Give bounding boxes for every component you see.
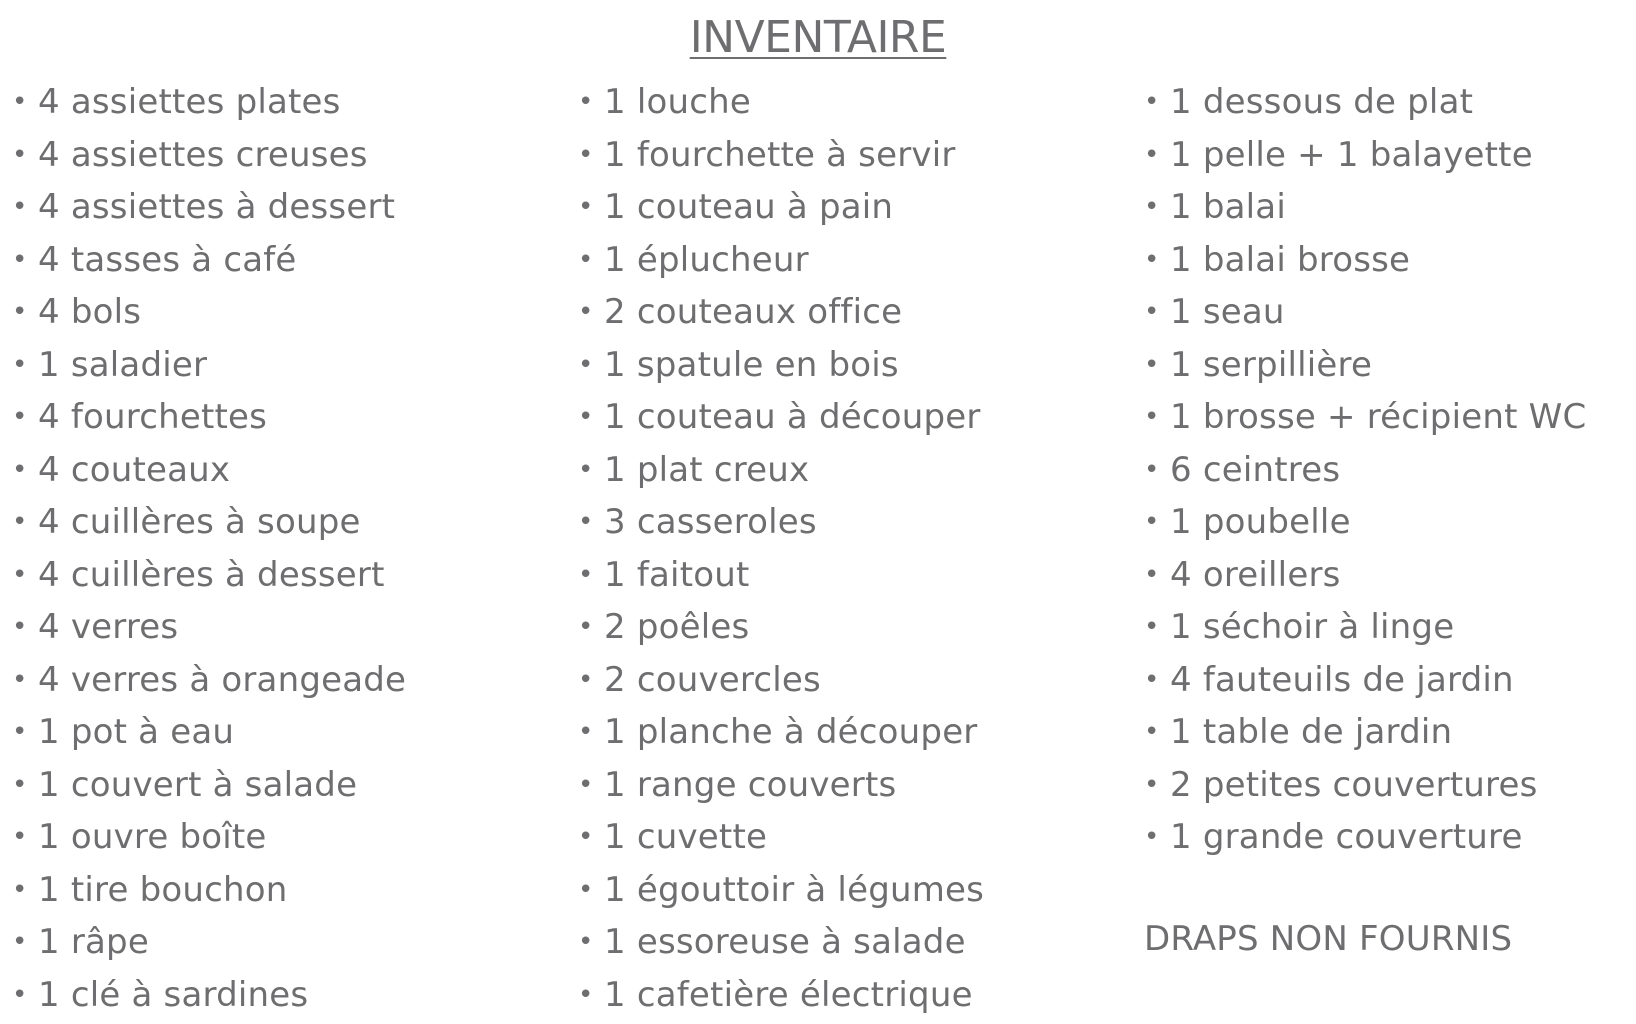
inventory-item: • 1 cuvette <box>578 811 984 864</box>
inventory-item: • 4 verres <box>12 601 406 654</box>
inventory-item: • 1 couteau à découper <box>578 391 984 444</box>
page-title: INVENTAIRE <box>689 12 947 63</box>
inventory-item: • 4 bols <box>12 286 406 339</box>
inventory-item: • 1 pot à eau <box>12 706 406 759</box>
inventory-item: • 1 séchoir à linge <box>1144 601 1586 654</box>
inventory-item: • 1 faitout <box>578 549 984 602</box>
inventory-item: • 2 couteaux office <box>578 286 984 339</box>
inventory-item: • 4 oreillers <box>1144 549 1586 602</box>
inventory-item: • 1 dessous de plat <box>1144 76 1586 129</box>
inventory-item: • 1 égouttoir à légumes <box>578 864 984 917</box>
inventory-item: • 4 cuillères à soupe <box>12 496 406 549</box>
inventory-item: • 1 cafetière électrique <box>578 969 984 1022</box>
inventory-item: • 3 casseroles <box>578 496 984 549</box>
inventory-item: • 1 brosse + récipient WC <box>1144 391 1586 444</box>
inventory-item: • 4 verres à orangeade <box>12 654 406 707</box>
inventory-item: • 1 tire bouchon <box>12 864 406 917</box>
inventory-item: • 2 petites couvertures <box>1144 759 1586 812</box>
inventory-item: • 4 tasses à café <box>12 234 406 287</box>
inventory-item: • 1 balai brosse <box>1144 234 1586 287</box>
inventory-item: • 4 assiettes plates <box>12 76 406 129</box>
inventory-item: • 1 clé à sardines <box>12 969 406 1022</box>
inventory-item: • 1 fourchette à servir <box>578 129 984 182</box>
inventory-item: • 4 assiettes à dessert <box>12 181 406 234</box>
inventory-item: • 1 plat creux <box>578 444 984 497</box>
inventory-item: • 4 fauteuils de jardin <box>1144 654 1586 707</box>
inventory-item: • 1 éplucheur <box>578 234 984 287</box>
inventory-column-3 <box>1144 76 1586 864</box>
inventory-item: • 2 poêles <box>578 601 984 654</box>
inventory-column-1 <box>12 76 406 1021</box>
inventory-item: • 1 pelle + 1 balayette <box>1144 129 1586 182</box>
inventory-item: • 1 louche <box>578 76 984 129</box>
inventory-item: • 1 planche à découper <box>578 706 984 759</box>
inventory-item: • 4 assiettes creuses <box>12 129 406 182</box>
inventory-item: • 1 ouvre boîte <box>12 811 406 864</box>
inventory-item: • 4 couteaux <box>12 444 406 497</box>
inventory-item: • 1 spatule en bois <box>578 339 984 392</box>
inventory-item: • 1 couteau à pain <box>578 181 984 234</box>
inventory-item: • 4 fourchettes <box>12 391 406 444</box>
inventory-item: • 1 saladier <box>12 339 406 392</box>
inventory-item: • 4 cuillères à dessert <box>12 549 406 602</box>
inventory-column-2 <box>578 76 984 1021</box>
inventory-item: • 1 balai <box>1144 181 1586 234</box>
inventory-item: • 1 essoreuse à salade <box>578 916 984 969</box>
inventory-item: • 1 range couverts <box>578 759 984 812</box>
inventory-item: • 1 serpillière <box>1144 339 1586 392</box>
inventory-item: • 6 ceintres <box>1144 444 1586 497</box>
inventory-item: • 1 couvert à salade <box>12 759 406 812</box>
inventory-item: • 1 râpe <box>12 916 406 969</box>
inventory-item: • 1 poubelle <box>1144 496 1586 549</box>
inventory-item: • 1 table de jardin <box>1144 706 1586 759</box>
inventory-item: • 2 couvercles <box>578 654 984 707</box>
sheets-note: DRAPS NON FOURNIS <box>1144 919 1513 959</box>
inventory-item: • 1 grande couverture <box>1144 811 1586 864</box>
inventory-item: • 1 seau <box>1144 286 1586 339</box>
